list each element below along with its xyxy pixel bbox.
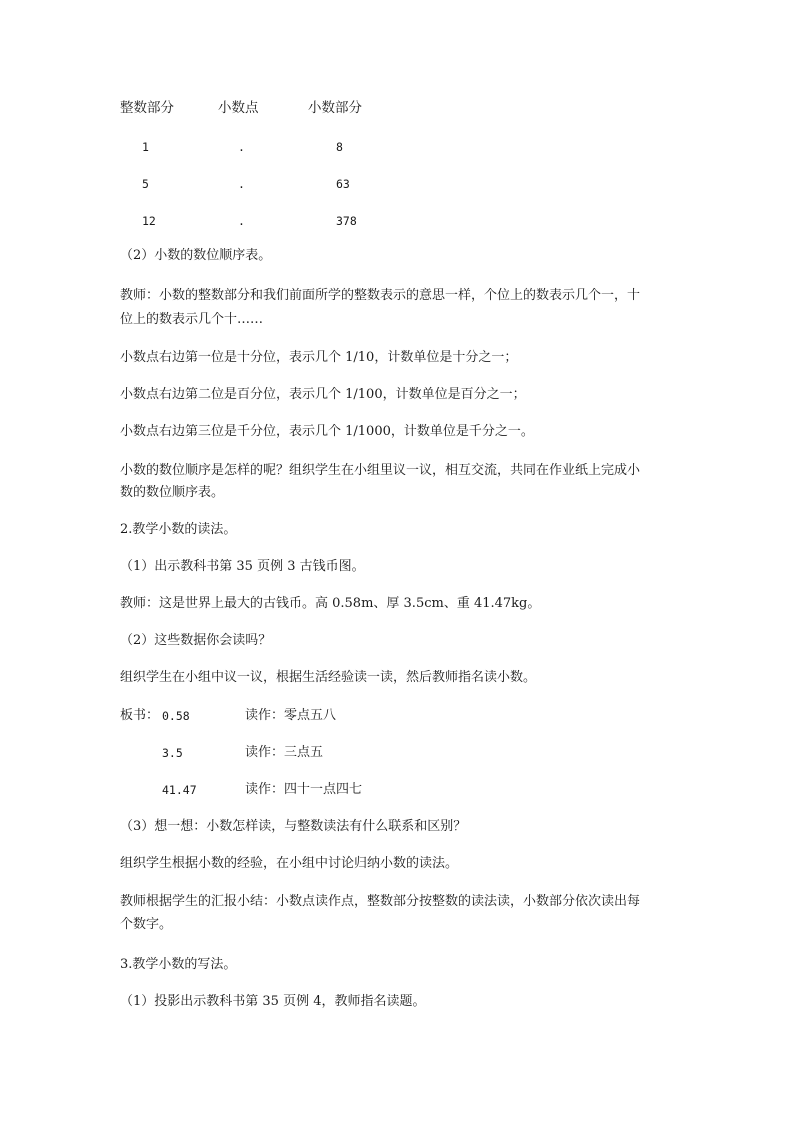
table-cell: 8 — [336, 140, 343, 154]
paragraph: 组织学生根据小数的经验，在小组中讨论归纳小数的读法。 — [120, 856, 459, 871]
paragraph: 小数点右边第三位是千分位，表示几个 1/1000，计数单位是千分之一。 — [120, 424, 534, 439]
paragraph: （2）小数的数位顺序表。 — [120, 248, 272, 263]
board-reading: 读作：零点五八 — [245, 708, 337, 723]
paragraph: 小数的数位顺序是怎样的呢？组织学生在小组里议一议，相互交流，共同在作业纸上完成小 — [120, 463, 641, 478]
paragraph: （1）出示教科书第 35 页例 3 古钱币图。 — [120, 559, 365, 574]
table-header-integer-part: 整数部分 — [120, 100, 174, 116]
paragraph: 教师根据学生的汇报小结：小数点读作点，整数部分按整数的读法读，小数部分依次读出每 — [120, 894, 641, 909]
paragraph: 教师：小数的整数部分和我们前面所学的整数表示的意思一样，个位上的数表示几个一，十 — [120, 288, 641, 303]
paragraph: 个数字。 — [120, 917, 173, 932]
table-header-decimal-point: 小数点 — [218, 100, 259, 116]
section-heading: 2.教学小数的读法。 — [120, 522, 237, 537]
table-cell: 63 — [336, 177, 350, 191]
board-label: 板书： — [120, 708, 160, 723]
board-number: 3.5 — [162, 746, 183, 760]
board-number: 0.58 — [162, 709, 190, 723]
table-cell: 378 — [336, 214, 357, 228]
table-header-decimal-part: 小数部分 — [308, 100, 362, 116]
paragraph: （2）这些数据你会读吗？ — [120, 633, 272, 648]
paragraph: 位上的数表示几个十…… — [120, 312, 264, 327]
paragraph: （3）想一想：小数怎样读，与整数读法有什么联系和区别？ — [120, 819, 467, 834]
paragraph: 教师：这是世界上最大的古钱币。高 0.58m、厚 3.5cm、重 41.47kg。 — [120, 596, 541, 611]
board-number: 41.47 — [162, 783, 197, 797]
paragraph: 数的数位顺序表。 — [120, 485, 225, 500]
paragraph: 组织学生在小组中议一议，根据生活经验读一读，然后教师指名读小数。 — [120, 670, 537, 685]
paragraph: 小数点右边第二位是百分位，表示几个 1/100，计数单位是百分之一； — [120, 387, 526, 402]
table-cell: . — [238, 214, 245, 228]
table-cell: . — [238, 177, 245, 191]
table-cell: . — [238, 140, 245, 154]
paragraph: （1）投影出示教科书第 35 页例 4，教师指名读题。 — [120, 994, 426, 1009]
table-cell: 1 — [142, 140, 149, 154]
section-heading: 3.教学小数的写法。 — [120, 957, 237, 972]
table-cell: 12 — [142, 214, 156, 228]
board-reading: 读作：三点五 — [245, 745, 324, 760]
paragraph: 小数点右边第一位是十分位，表示几个 1/10，计数单位是十分之一； — [120, 350, 518, 365]
board-reading: 读作：四十一点四七 — [245, 782, 363, 797]
table-cell: 5 — [142, 177, 149, 191]
